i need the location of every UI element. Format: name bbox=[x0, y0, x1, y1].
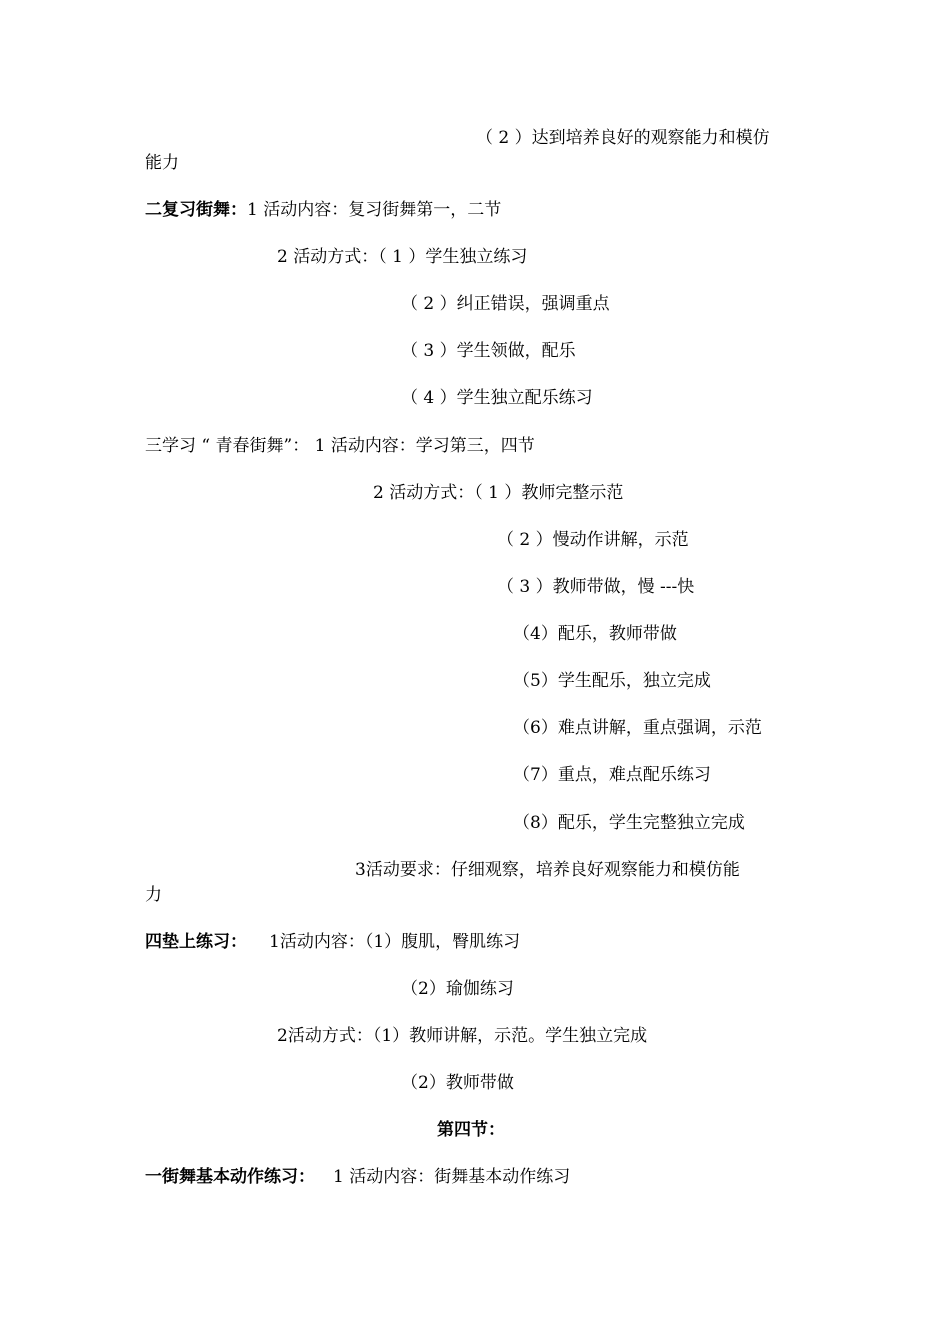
section-review-method-3: （ 3 ）学生领做，配乐 bbox=[401, 341, 576, 361]
section-mat-heading: 四垫上练习： bbox=[145, 932, 247, 952]
part-1-content: 1 活动内容：街舞基本动作练习 bbox=[333, 1167, 571, 1187]
section-learn-method-4: （4）配乐，教师带做 bbox=[513, 624, 677, 644]
section-learn-method: 2 活动方式：（ 1 ）教师完整示范 bbox=[373, 483, 624, 503]
section-review-method-2: （ 2 ）纠正错误，强调重点 bbox=[401, 294, 610, 314]
section-mat-content: 1活动内容：（1）腹肌，臀肌练习 bbox=[269, 932, 521, 952]
section-mat-line bbox=[145, 931, 520, 953]
section-learn-method-2: （ 2 ）慢动作讲解，示范 bbox=[497, 530, 689, 550]
section-learn-method-8: （8）配乐，学生完整独立完成 bbox=[513, 813, 745, 833]
section-learn-requirement: 3活动要求：仔细观察，培养良好观察能力和模仿能 bbox=[355, 860, 740, 880]
section-review-heading: 二复习街舞： bbox=[145, 200, 247, 220]
section-mat-content-2: （2）瑜伽练习 bbox=[401, 979, 514, 999]
part-1-line bbox=[145, 1166, 570, 1188]
section-4-title: 第四节： bbox=[437, 1120, 505, 1140]
section-review-content: 1 活动内容：复习街舞第一，二节 bbox=[247, 200, 502, 220]
section-mat-method: 2活动方式：（1）教师讲解，示范。学生独立完成 bbox=[277, 1026, 648, 1046]
requirement-item-2-continuation: 能力 bbox=[145, 153, 179, 173]
section-review-method: 2 活动方式：（ 1 ）学生独立练习 bbox=[277, 247, 528, 267]
section-learn-method-3: （ 3 ）教师带做，慢 ---快 bbox=[497, 577, 695, 597]
section-learn-requirement-continuation: 力 bbox=[145, 885, 162, 905]
section-review-line bbox=[145, 199, 501, 221]
part-1-heading: 一街舞基本动作练习： bbox=[145, 1167, 315, 1187]
section-learn-method-6: （6）难点讲解，重点强调，示范 bbox=[513, 718, 762, 738]
section-review-method-4: （ 4 ）学生独立配乐练习 bbox=[401, 388, 593, 408]
requirement-item-2: （ 2 ）达到培养良好的观察能力和模仿 bbox=[476, 128, 770, 148]
section-learn-heading: 三学习 “ 青春街舞”： 1 活动内容：学习第三，四节 bbox=[145, 436, 535, 456]
section-learn-method-5: （5）学生配乐，独立完成 bbox=[513, 671, 711, 691]
section-mat-method-2: （2）教师带做 bbox=[401, 1073, 514, 1093]
section-learn-method-7: （7）重点，难点配乐练习 bbox=[513, 765, 711, 785]
